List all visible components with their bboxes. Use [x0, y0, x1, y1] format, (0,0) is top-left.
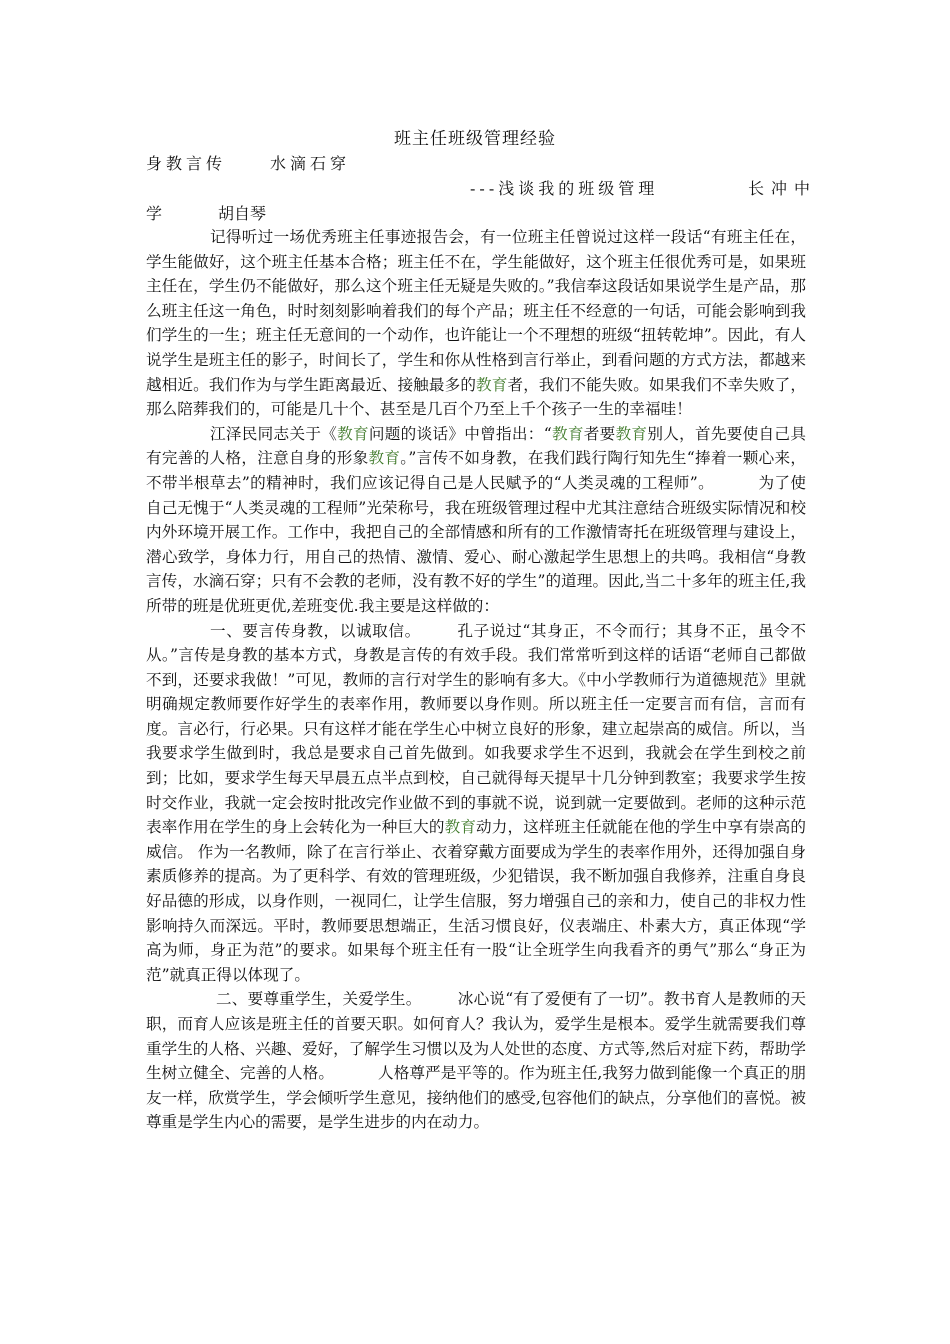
school-name-part1: 长冲中: [748, 179, 818, 198]
document-body: [146, 225, 806, 1135]
subtitle-left: 身教言传: [146, 154, 227, 173]
p2-text-c: 者要: [583, 424, 616, 443]
school-name-part2: 学: [146, 204, 163, 223]
subtitle: [146, 151, 350, 174]
author-line: [146, 201, 266, 224]
keyword-link[interactable]: 教育: [615, 424, 648, 443]
p4-text-b: 人格尊严是平等的。作为班主任,我努力做到能像一个真正的朋友一样，欣赏学生，学会倾听学生意见，接纳他们的感受,包容他们的缺点，分享他们的喜悦。被尊重是学生内心的需要，是学生进步的内在动力。: [146, 1064, 806, 1132]
document-title: 班主任班级管理经验: [394, 129, 556, 149]
author-name: 胡自琴: [218, 204, 267, 223]
paragraph-4: [146, 987, 806, 1135]
keyword-link[interactable]: 教育: [368, 449, 401, 468]
p1-text-a: 记得听过一场优秀班主任事迹报告会，有一位班主任曾说过这样一段话“有班主任在，学生能做好，这个班主任基本合格；班主任不在，学生能做好，这个班主任很优秀可是，如果班主任在，学生仍不能做好，那么这个班主任无疑是失败的。”我信奉这段话如果说学生是产品，那么班主任这一角色，时时刻刻影响着我们的每个产品；班主任不经意的一句话，可能会影响到我们学生的一生；班主任无意间的一个动作，也许能让一个不理想的班级“扭转乾坤”。因此，有人说学生是班主任的影子，时间长了，学生和你从性格到言行举止，到看问题的方式方法，都越来越相近。我们作为与学生距离最近、接触最多的: [146, 228, 806, 394]
keyword-link[interactable]: 教育: [444, 818, 477, 837]
section-heading-2: 二、要尊重学生，关爱学生。: [216, 990, 422, 1009]
p3-text-b: 动力，这样班主任就能在他的学生中享有崇高的威信。 作为一名教师，除了在言行举止、衣着穿戴方面要成为学生的表率作用外，还得加强自身素质修养的提高。为了更科学、有效的管理班级，少犯错误，我不断加强自我修养，注重自身良好品德的形成，以身作则，一视同仁，让学生信服，努力增强自己的亲和力，使自己的非权力性影响持久而深远。平时，教师要思想端正，生活习惯良好，仪表端庄、朴素大方，真正体现“学高为师，身正为范”的要求。如果每个班主任有一股“让全班学生向我看齐的勇气”那么“身正为范”就真正得以体现了。: [146, 818, 806, 984]
p1-text-b: 者，我们不能失败。如果我们不幸失败了，那么陪葬我们的，可能是几十个、甚至是几百个乃至上千个孩子一生的幸福哇！: [146, 375, 806, 419]
section-heading-1: 一、要言传身教，以诚取信。: [210, 621, 421, 640]
keyword-link[interactable]: 教育: [476, 375, 508, 394]
keyword-link[interactable]: 教育: [337, 424, 369, 443]
paragraph-3: [146, 619, 806, 988]
p3-text-a: 孔子说过“其身正，不令而行；其身不正，虽令不从。”言传是身教的基本方式，身教是言传的有效手段。我们常常听到这样的话语“老师自己都做不到，还要求我做！”可见，教师的言行对学生的影响有多大。《中小学教师行为道德规范》里就明确规定教师要作好学生的表率作用，教师要以身作则。所以班主任一定要言而有信，言而有度。言必行，行必果。只有这样才能在学生心中树立良好的形象，建立起崇高的威信。所以，当我要求学生做到时，我总是要求自己首先做到。如我要求学生不迟到，我就会在学生到校之前到；比如，要求学生每天早晨五点半点到校，自己就得每天提早十几分钟到教室；我要求学生按时交作业，我就一定会按时批改完作业做不到的事就不说，说到就一定要做到。老师的这种示范表率作用在学生的身上会转化为一种巨大的: [146, 621, 806, 837]
paragraph-1: [146, 225, 806, 422]
p4-text-a: 冰心说“有了爱便有了一切”。教书育人是教师的天职，而育人应该是班主任的首要天职。如何育人？我认为，爱学生是根本。爱学生就需要我们尊重学生的人格、兴趣、爱好，了解学生习惯以及为人处世的态度、方式等,然后对症下药，帮助学生树立健全、完善的人格。: [146, 990, 806, 1083]
p2-text-b: 问题的谈话》中曾指出：“: [368, 424, 552, 443]
keyword-link[interactable]: 教育: [551, 424, 584, 443]
subtitle-right: 水滴石穿: [270, 154, 351, 173]
byline: ---浅谈我的班级管理: [470, 179, 659, 198]
p2-text-a: 江泽民同志关于《: [210, 424, 338, 443]
p2-text-d: 别人，首先要使自己具有完善的人格，注意自身的形象: [146, 424, 806, 468]
p2-text-e: 。”言传不如身教，在我们践行陶行知先生“捧着一颗心来，不带半根草去”的精神时，我们应该记得自己是人民赋予的“人类灵魂的工程师”。: [146, 449, 806, 492]
paragraph-2: [146, 422, 806, 619]
p2-text-f: 为了使自己无愧于“人类灵魂的工程师”光荣称号，我在班级管理过程中尤其注意结合班级实际情况和校内外环境开展工作。工作中，我把自己的全部情感和所有的工作激情寄托在班级管理与建设上，潜心致学，身体力行，用自己的热情、激情、爱心、耐心激起学生思想上的共鸣。我相信“身教言传，水滴石穿；只有不会教的老师，没有教不好的学生”的道理。因此,当二十多年的班主任,我所带的班是优班更优,差班变优.我主要是这样做的：: [146, 473, 806, 615]
